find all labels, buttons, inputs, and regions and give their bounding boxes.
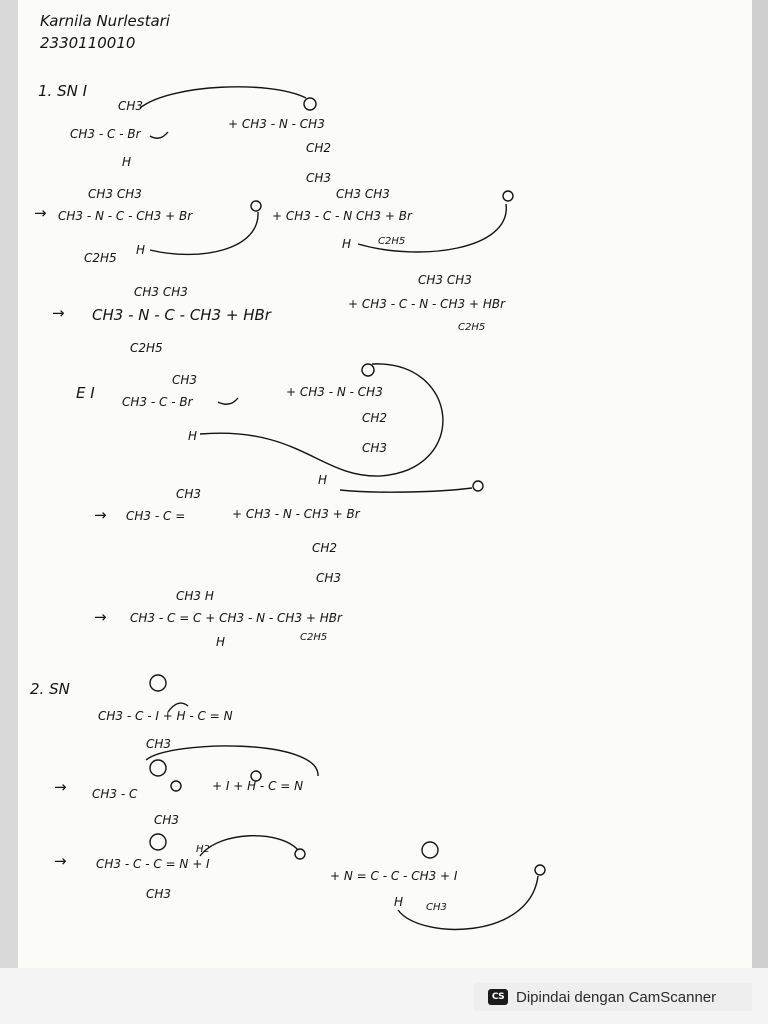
e3-top: CH3 H	[176, 589, 214, 603]
r2-h: H	[136, 243, 146, 257]
phenyl-ring-2	[150, 760, 166, 776]
r2-plus-c2h5: C2H5	[378, 236, 406, 247]
e2-ch2: CH2	[312, 541, 338, 555]
lone-pair-circle	[304, 98, 316, 110]
r2-top: CH3 CH3	[88, 187, 142, 201]
e2-main: CH3 - C =	[126, 509, 186, 523]
e1-h: H	[188, 429, 198, 443]
camscanner-watermark	[474, 983, 752, 1011]
s3-plus: + N = C - C - CH3 + I	[330, 869, 458, 883]
r3-arrow: →	[52, 304, 65, 322]
e3-arrow: →	[94, 608, 107, 626]
e1-arrow-base	[200, 364, 443, 476]
r2-arrow: →	[34, 204, 47, 222]
e1-ch3: CH3	[362, 441, 388, 455]
s3-iodide-charge	[295, 849, 305, 859]
watermark-text: Dipindai dengan CamScanner	[516, 988, 717, 1006]
r3-plus: + CH3 - C - N - CH3 + HBr	[348, 297, 506, 311]
phenyl-ring-1	[150, 675, 166, 691]
r2-main: CH3 - N - C - CH3 + Br	[58, 209, 193, 223]
e3-main: CH3 - C = C + CH3 - N - CH3 + HBr	[130, 611, 342, 625]
e2-top: CH3	[176, 487, 202, 501]
r2-plus-top: CH3 CH3	[336, 187, 390, 201]
e2-arrow	[340, 488, 472, 492]
r3-main: CH3 - N - C - CH3 + HBr	[92, 306, 271, 324]
r3-c2h5: C2H5	[130, 341, 163, 355]
student-id: 2330110010	[40, 34, 136, 52]
r2-br-charge	[251, 201, 261, 211]
r3-plus-c2h5: C2H5	[458, 322, 486, 333]
e2-h: H	[318, 473, 328, 487]
r1-ch3-top: CH3	[118, 99, 144, 113]
e1-plus: + CH3 - N - CH3	[286, 385, 383, 399]
e1-main: CH3 - C - Br	[122, 395, 193, 409]
s1-ch3: CH3	[146, 737, 172, 751]
s1-main: CH3 - C - I + H - C = N	[98, 709, 233, 723]
s3-h: H	[394, 895, 404, 909]
e3-c2h5: C2H5	[300, 632, 328, 643]
s3-iodide-charge-2	[535, 865, 545, 875]
s3-h2: H2	[196, 844, 210, 855]
r2-br-charge-2	[503, 191, 513, 201]
section-e1-heading: E I	[76, 384, 95, 402]
s2-arrow: →	[54, 778, 67, 796]
e2-arrow: →	[94, 506, 107, 524]
r1-h: H	[122, 155, 132, 169]
phenyl-ring-4	[422, 842, 438, 858]
e1-ch2: CH2	[362, 411, 388, 425]
s3-arrow: →	[54, 852, 67, 870]
e2-ch3: CH3	[316, 571, 342, 585]
section-2-heading: 2. SN	[30, 680, 70, 698]
r1-substrate: CH3 - C - Br	[70, 127, 141, 141]
s2-carbocation	[171, 781, 181, 791]
r2-c2h5: C2H5	[84, 251, 117, 265]
e1-arrow-br	[218, 398, 238, 404]
r1-ch3-bottom: CH3	[306, 171, 332, 185]
r1-amine: + CH3 - N - CH3	[228, 117, 325, 131]
r3-plus-top: CH3 CH3	[418, 273, 472, 287]
s2-arrow-cn	[146, 746, 318, 776]
e1-top: CH3	[172, 373, 198, 387]
s3-arrow-h2	[398, 876, 538, 929]
phenyl-ring-3	[150, 834, 166, 850]
e2-plus: + CH3 - N - CH3 + Br	[232, 507, 360, 521]
e1-lone-pair	[362, 364, 374, 376]
r2-plus-h: H	[342, 237, 352, 251]
s3-arrow-h	[200, 836, 298, 856]
e2-br-charge	[473, 481, 483, 491]
arrow-attack-1	[140, 87, 306, 108]
e3-h: H	[216, 635, 226, 649]
arrow-leaving-br	[150, 132, 168, 138]
camscanner-logo-icon: CS	[488, 989, 508, 1005]
s2-plus: + I + H - C = N	[212, 779, 304, 793]
r1-ch2: CH2	[306, 141, 332, 155]
student-name: Karnila Nurlestari	[40, 12, 170, 30]
s3-ch3b: CH3	[426, 902, 447, 913]
r2-plus: + CH3 - C - N CH3 + Br	[272, 209, 412, 223]
s2-main: CH3 - C	[92, 787, 138, 801]
s3-main: CH3 - C - C = N + I	[96, 857, 210, 871]
s2-ch3: CH3	[154, 813, 180, 827]
section-1-heading: 1. SN I	[38, 82, 88, 100]
s3-ch3: CH3	[146, 887, 172, 901]
r3-top: CH3 CH3	[134, 285, 188, 299]
